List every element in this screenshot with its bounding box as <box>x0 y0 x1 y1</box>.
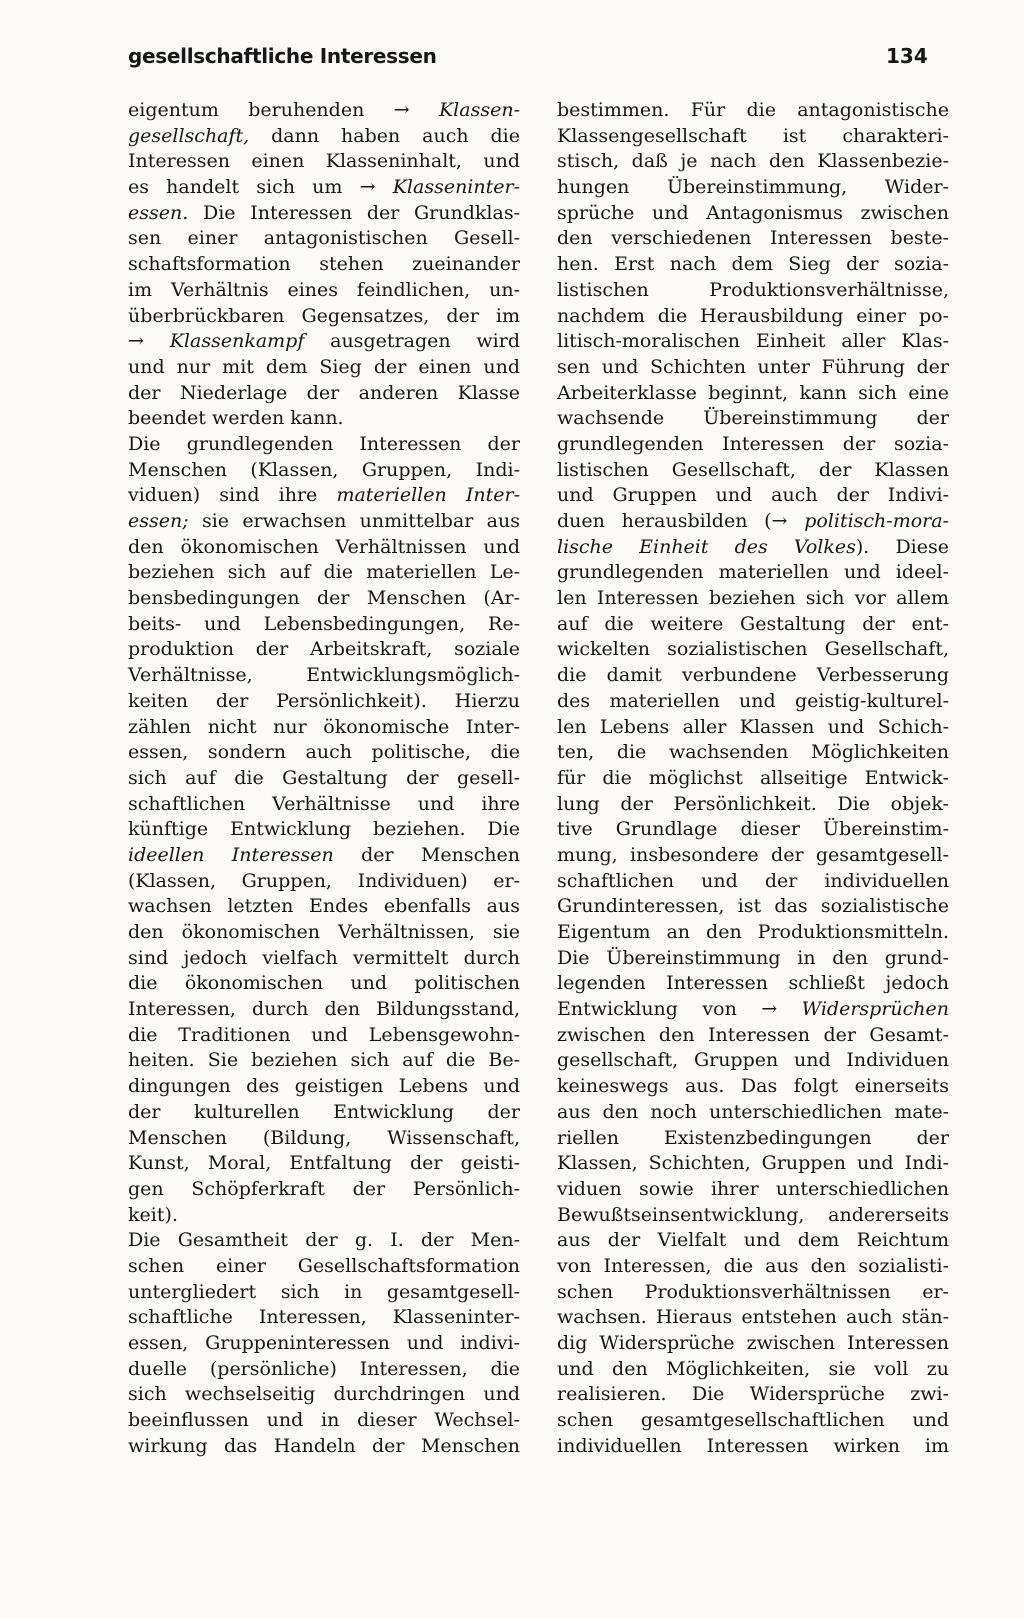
running-head: gesellschaftliche Interessen <box>128 44 437 68</box>
text-line <box>557 1382 949 1408</box>
text-line <box>128 226 520 252</box>
text-line <box>557 971 949 997</box>
line-text: schaftlichen und der individuellen <box>557 869 949 892</box>
line-italic-text: materiellen Inter- <box>336 484 520 507</box>
line-italic-text: lische Einheit des Volkes <box>557 535 856 558</box>
text-line <box>128 252 520 278</box>
text-line <box>128 946 520 972</box>
line-text: viduen sowie ihrer unterschiedlichen <box>557 1177 949 1200</box>
line-text: heiten. Sie beziehen sich auf die Be- <box>128 1049 520 1072</box>
text-line <box>557 869 949 895</box>
text-line <box>128 175 520 201</box>
text-line <box>557 124 949 150</box>
text-line <box>128 201 520 227</box>
line-text: und den Möglichkeiten, sie voll zu <box>557 1357 949 1380</box>
line-text: wickelten sozialistischen Gesellschaft, <box>557 638 949 661</box>
line-text: den ökonomischen Verhältnissen, sie <box>128 921 520 943</box>
line-text: schen einer Gesellschaftsformation <box>128 1254 520 1277</box>
line-text: gesellschaft, Gruppen und Individuen <box>557 1049 949 1072</box>
text-line <box>128 1048 520 1074</box>
line-italic-text: Klassen- <box>438 99 520 121</box>
text-line <box>557 997 949 1023</box>
line-text: len Lebens aller Klassen und Schich- <box>557 715 949 738</box>
line-text: von Interessen, die aus den sozialisti- <box>557 1254 949 1277</box>
text-line <box>557 1023 949 1049</box>
line-text: lung der Persönlichkeit. Die objek- <box>557 792 949 815</box>
line-text: produktion der Arbeitskraft, soziale <box>128 638 520 661</box>
text-line <box>557 1048 949 1074</box>
text-line <box>128 1100 520 1126</box>
text-line <box>557 920 949 946</box>
line-text: Kunst, Moral, Entfaltung der geisti- <box>128 1152 520 1175</box>
page-number: 134 <box>886 44 928 68</box>
line-text: die ökonomischen und politischen <box>128 972 520 995</box>
text-line <box>557 1151 949 1177</box>
line-text: untergliedert sich in gesamtgesell- <box>128 1280 520 1303</box>
text-line <box>557 637 949 663</box>
text-line <box>557 1434 949 1460</box>
line-text: duen herausbilden (→ <box>557 510 805 532</box>
text-line <box>128 1126 520 1152</box>
line-italic-text: gesellschaft, <box>128 124 250 147</box>
line-text: → <box>128 330 170 353</box>
text-line <box>128 1382 520 1408</box>
text-line <box>557 149 949 175</box>
line-text: schaftlichen Verhältnisse und ihre <box>128 792 520 815</box>
line-text: sen und Schichten unter Führung der <box>557 355 949 378</box>
text-line <box>128 766 520 792</box>
line-text: es handelt sich um → <box>128 176 393 199</box>
text-line <box>557 946 949 972</box>
text-line <box>128 740 520 766</box>
line-text: den verschiedenen Interessen beste- <box>557 227 949 250</box>
line-italic-text: essen; <box>128 510 189 532</box>
text-line <box>128 1177 520 1203</box>
text-line <box>557 1126 949 1152</box>
line-text: Die grundlegenden Interessen der <box>128 432 520 455</box>
text-line <box>557 663 949 689</box>
text-line <box>128 1305 520 1331</box>
text-line <box>128 355 520 381</box>
line-text: sich wechselseitig durchdringen und <box>128 1383 520 1406</box>
line-text: wachsen letzten Endes ebenfalls aus <box>128 895 520 918</box>
line-text: auf die weitere Gestaltung der ent- <box>557 612 949 635</box>
text-line <box>557 175 949 201</box>
right-text-column <box>557 98 949 1459</box>
text-line <box>128 997 520 1023</box>
text-line <box>128 715 520 741</box>
text-line <box>128 329 520 355</box>
line-text: den ökonomischen Verhältnissen und <box>128 535 520 558</box>
line-text: ). Diese <box>855 535 949 558</box>
text-line <box>557 1331 949 1357</box>
text-line <box>557 535 949 561</box>
line-text: Klassengesellschaft ist charakteri- <box>557 124 949 147</box>
line-text: des materiellen und geistig-kulturel- <box>557 689 949 712</box>
text-line <box>128 792 520 818</box>
text-line <box>557 1177 949 1203</box>
left-text-column <box>128 98 520 1459</box>
line-text: aus den noch unterschiedlichen mate- <box>557 1100 949 1123</box>
line-italic-text: Klassenkampf <box>169 330 305 353</box>
line-text: Die Interessen der Grundklas- <box>188 201 520 224</box>
line-text: sich auf die Gestaltung der gesell- <box>128 766 520 789</box>
text-line <box>128 1023 520 1049</box>
line-text: sie erwachsen unmittelbar aus <box>188 510 520 532</box>
line-text: sen einer antagonistischen Gesell- <box>128 227 520 250</box>
line-text: Interessen einen Klasseninhalt, und <box>128 150 520 173</box>
line-text: beits- und Lebensbedingungen, Re- <box>128 612 520 635</box>
text-line <box>557 483 949 509</box>
line-text: überbrückbaren Gegensatzes, der im <box>128 304 520 327</box>
text-line <box>557 792 949 818</box>
text-line <box>557 1254 949 1280</box>
line-text: realisieren. Die Widersprüche zwi- <box>557 1383 949 1406</box>
text-line <box>557 304 949 330</box>
line-text: Die Übereinstimmung in den grund- <box>557 946 949 969</box>
text-line <box>128 278 520 304</box>
text-line <box>557 355 949 381</box>
line-text: die damit verbundene Verbesserung <box>557 664 949 687</box>
line-text: ausgetragen wird <box>304 330 520 353</box>
text-line <box>557 689 949 715</box>
text-line <box>557 278 949 304</box>
text-line <box>557 612 949 638</box>
text-line <box>128 560 520 586</box>
text-line <box>557 1100 949 1126</box>
line-text: mung, insbesondere der gesamtgesell- <box>557 843 949 866</box>
text-line <box>557 406 949 432</box>
line-text: wachsen. Hieraus entstehen auch stän- <box>557 1306 949 1329</box>
line-text: individuellen Interessen wirken im <box>557 1434 949 1457</box>
text-line <box>128 432 520 458</box>
line-text: viduen) sind ihre <box>128 484 337 507</box>
text-line <box>128 1254 520 1280</box>
text-line <box>128 894 520 920</box>
line-text: schen Produktionsverhältnissen er- <box>557 1280 949 1303</box>
text-line <box>557 509 949 535</box>
text-line <box>128 1331 520 1357</box>
text-line <box>128 381 520 407</box>
line-text: schaftsformation stehen zueinander <box>128 253 520 276</box>
line-text: eigentum beruhenden → <box>128 99 439 121</box>
line-italic-text: politisch-mora- <box>804 510 949 532</box>
line-text: dingungen des geistigen Lebens und <box>128 1075 520 1098</box>
text-line <box>557 894 949 920</box>
text-line <box>128 637 520 663</box>
text-line <box>128 124 520 150</box>
text-line <box>128 1151 520 1177</box>
line-text: Interessen, durch den Bildungsstand, <box>128 998 520 1021</box>
line-italic-text: Klasseninter- <box>392 176 520 199</box>
line-text: beeinflussen und in dieser Wechsel- <box>128 1409 520 1432</box>
text-line <box>557 1357 949 1383</box>
line-text: wachsende Übereinstimmung der <box>557 407 949 430</box>
line-text: Verhältnisse, Entwicklungsmöglich- <box>128 664 520 687</box>
line-text: Entwicklung von → <box>557 998 802 1021</box>
line-text: Menschen (Klassen, Gruppen, Indi- <box>128 458 520 481</box>
line-text: Bewußtseinsentwicklung, andererseits <box>557 1203 949 1226</box>
text-line <box>128 586 520 612</box>
line-text: beendet werden kann. <box>128 407 344 430</box>
line-text: (Klassen, Gruppen, Individuen) er- <box>128 869 520 892</box>
line-text: grundlegenden Interessen der sozia- <box>557 432 949 455</box>
text-line <box>128 843 520 869</box>
text-line <box>557 329 949 355</box>
text-line <box>557 226 949 252</box>
line-text: nachdem die Herausbildung einer po- <box>557 304 949 327</box>
line-text: hen. Erst nach dem Sieg der sozia- <box>557 253 949 276</box>
line-text: gen Schöpferkraft der Persönlich- <box>128 1177 520 1200</box>
text-line <box>557 817 949 843</box>
line-text: dig Widersprüche zwischen Interessen <box>557 1332 949 1354</box>
text-line <box>128 98 520 124</box>
text-line <box>557 843 949 869</box>
line-italic-text: ideellen Interessen <box>128 843 334 866</box>
line-text: dann haben auch die <box>249 124 520 147</box>
line-text: schen gesamtgesellschaftlichen und <box>557 1409 949 1432</box>
text-line <box>557 1408 949 1434</box>
line-text: keineswegs aus. Das folgt einerseits <box>557 1075 949 1098</box>
line-italic-text: Widersprüchen <box>801 998 949 1021</box>
text-line <box>557 1305 949 1331</box>
line-text: Die Gesamtheit der g. I. der Men- <box>128 1229 520 1252</box>
text-line <box>128 1074 520 1100</box>
line-text: essen, sondern auch politische, die <box>128 741 520 764</box>
text-line <box>128 406 520 432</box>
line-text: legenden Interessen schließt jedoch <box>557 972 949 995</box>
line-text: und nur mit dem Sieg der einen und <box>128 355 520 378</box>
line-text: ten, die wachsenden Möglichkeiten <box>557 741 949 764</box>
text-line <box>128 535 520 561</box>
line-text: stisch, daß je nach den Klassenbezie- <box>557 150 949 173</box>
text-line <box>557 766 949 792</box>
text-line <box>128 509 520 535</box>
line-text: grundlegenden materiellen und ideel- <box>557 561 949 584</box>
text-line <box>128 1280 520 1306</box>
line-text: essen, Gruppeninteressen und indivi- <box>128 1332 520 1354</box>
line-text: litisch-moralischen Einheit aller Klas- <box>557 330 949 353</box>
line-text: tive Grundlage dieser Übereinstim- <box>557 818 949 841</box>
text-line <box>128 1203 520 1229</box>
line-text: im Verhältnis eines feindlichen, un- <box>128 278 520 301</box>
line-text: hungen Übereinstimmung, Wider- <box>557 176 949 199</box>
text-line <box>128 612 520 638</box>
text-line <box>128 149 520 175</box>
line-text: Eigentum an den Produktionsmitteln. <box>557 921 949 943</box>
line-text: sind jedoch vielfach vermittelt durch <box>128 946 520 969</box>
text-line <box>557 740 949 766</box>
text-line <box>128 663 520 689</box>
text-line <box>128 971 520 997</box>
line-text: listischen Produktionsverhältnisse, <box>557 278 949 301</box>
text-line <box>557 1228 949 1254</box>
text-line <box>557 586 949 612</box>
text-line <box>128 483 520 509</box>
line-text: schaftliche Interessen, Klasseninter- <box>128 1306 520 1329</box>
text-line <box>557 98 949 124</box>
line-text: aus der Vielfalt und dem Reichtum <box>557 1229 949 1252</box>
text-line <box>557 1074 949 1100</box>
line-text: keiten der Persönlichkeit). Hierzu <box>128 689 520 712</box>
line-text: der Niederlage der anderen Klasse <box>128 381 520 404</box>
text-line <box>128 920 520 946</box>
line-text: für die möglichst allseitige Entwick- <box>557 766 949 789</box>
line-text: die Traditionen und Lebensgewohn- <box>128 1023 520 1046</box>
line-text: beziehen sich auf die materiellen Le- <box>128 561 520 584</box>
line-text: Arbeiterklasse beginnt, kann sich eine <box>557 381 949 404</box>
text-line <box>557 715 949 741</box>
text-line <box>557 1280 949 1306</box>
line-text: zwischen den Interessen der Gesamt- <box>557 1023 949 1046</box>
text-line <box>557 381 949 407</box>
text-line <box>128 304 520 330</box>
line-text: keit). <box>128 1203 178 1226</box>
line-text: sprüche und Antagonismus zwischen <box>557 201 949 224</box>
line-text: len Interessen beziehen sich vor allem <box>557 587 949 610</box>
line-text: der Menschen <box>333 843 520 866</box>
text-line <box>128 817 520 843</box>
line-text: Grundinteressen, ist das sozialistische <box>557 895 949 918</box>
line-text: bensbedingungen der Menschen (Ar- <box>128 587 520 610</box>
line-text: bestimmen. Für die antagonistische <box>557 99 949 121</box>
line-text: künftige Entwicklung beziehen. Die <box>128 818 520 841</box>
text-line <box>128 869 520 895</box>
line-text: duelle (persönliche) Interessen, die <box>128 1357 520 1380</box>
text-line <box>128 1434 520 1460</box>
text-line <box>557 432 949 458</box>
text-line <box>557 252 949 278</box>
text-line <box>128 1228 520 1254</box>
line-italic-text: essen. <box>128 201 189 224</box>
line-text: Menschen (Bildung, Wissenschaft, <box>128 1126 520 1149</box>
text-line <box>128 689 520 715</box>
line-text: Klassen, Schichten, Gruppen und Indi- <box>557 1152 949 1175</box>
text-line <box>128 1408 520 1434</box>
text-line <box>557 1203 949 1229</box>
text-line <box>557 458 949 484</box>
line-text: zählen nicht nur ökonomische Inter- <box>128 715 520 738</box>
text-line <box>557 560 949 586</box>
text-line <box>557 201 949 227</box>
text-line <box>128 458 520 484</box>
line-text: und Gruppen und auch der Indivi- <box>557 484 949 507</box>
text-line <box>128 1357 520 1383</box>
line-text: listischen Gesellschaft, der Klassen <box>557 458 949 481</box>
line-text: der kulturellen Entwicklung der <box>128 1100 520 1123</box>
line-text: riellen Existenzbedingungen der <box>557 1126 949 1149</box>
line-text: wirkung das Handeln der Menschen <box>128 1434 520 1457</box>
